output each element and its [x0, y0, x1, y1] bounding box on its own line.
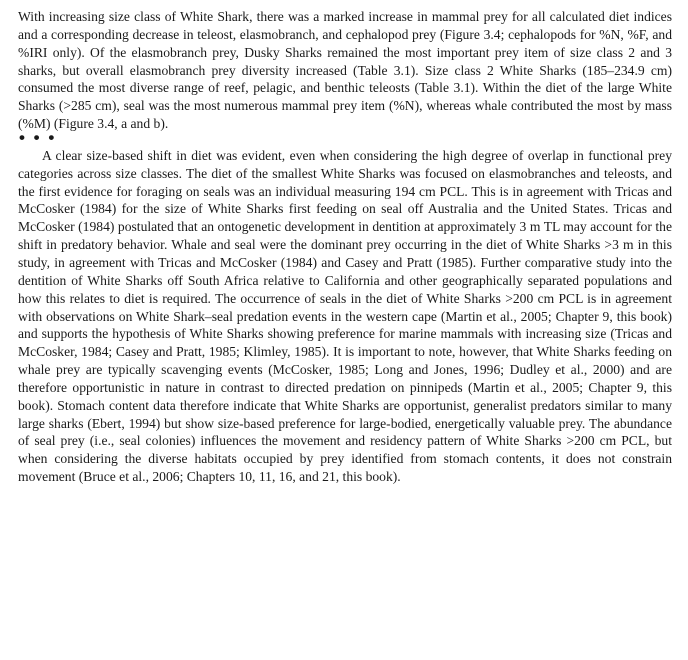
paragraph-size-class-results: With increasing size class of White Shark, there was a marked increase in mammal prey for all calculated diet indices and a corresponding decrease in teleost, elasmobranch, and cephalopod prey (Figure 3.4; cephalopods for %N, %F, and %IRI only). Of the elasmobranch prey, Dusky Sharks remained the most important prey item of size class 2 and 3 sharks, but overall elasmobranch prey diversity increased (Table 3.1). Size class 2 White Sharks (185–234.9 cm) consumed the most diverse range of reef, pelagic, and benthic teleosts (Table 3.1). Within the diet of the large White Sharks (>285 cm), seal was the most numerous mammal prey item (%N), whereas whale contributed the most by mass (%M) (Figure 3.4, a and b).	[18, 9, 672, 132]
omission-ellipsis: • • •	[19, 127, 57, 147]
paragraph-size-based-diet-shift: A clear size-based shift in diet was evident, even when considering the high degree of overlap in functional prey categories across size classes. The diet of the smallest White Sharks was focused on elasmobranches and teleosts, and the first evidence for foraging on seals was an individual measuring 194 cm PCL. This is in agreement with Tricas and McCosker (1984) for the size of White Sharks first feeding on seal off Australia and the United States. Tricas and McCosker (1984) postulated that an ontogenetic development in dentition at approximately 3 m TL may account for the shift in predatory behavior. Whale and seal were the dominant prey occurring in the diet of White Sharks >3 m in this study, in agreement with Tricas and McCosker (1984) and Casey and Pratt (1985). Further comparative study into the dentition of White Sharks off South Africa relative to California and other geographically separated populations and how this relates to diet is required. The occurrence of seals in the diet of White Sharks >200 cm PCL is in agreement with observations on White Shark–seal predation events in the western cape (Martin et al., 2005; Chapter 9, this book) and supports the hypothesis of White Sharks showing preference for marine mammals with increasing size (Tricas and McCosker, 1984; Casey and Pratt, 1985; Klimley, 1985). It is important to note, however, that White Sharks feeding on whale prey are typically scavenging events (McCosker, 1985; Long and Jones, 1996; Dudley et al., 2000) and are therefore opportunistic in nature in contrast to directed predation on pinnipeds (Martin et al., 2005; Chapter 9, this book). Stomach content data therefore indicate that White Sharks are opportunist, generalist predators similar to many large sharks (Ebert, 1994) but show size-based preference for large-bodied, energetically valuable prey. The abundance of seal prey (i.e., seal colonies) influences the movement and residency pattern of White Sharks >200 cm PCL, but when considering the diverse habitats occupied by prey identified from stomach contents, it does not constrain movement (Bruce et al., 2006; Chapters 10, 11, 16, and 21, this book).	[18, 147, 672, 485]
document-page	[18, 8, 672, 486]
